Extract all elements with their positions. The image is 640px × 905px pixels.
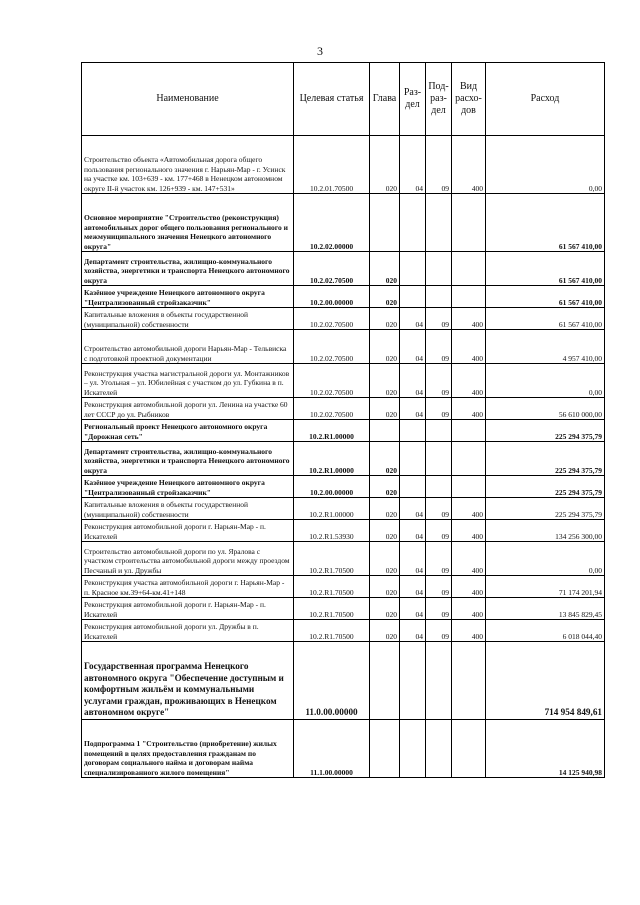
cell-amount: 714 954 849,61 xyxy=(486,642,605,720)
table-row xyxy=(82,520,605,542)
header-expense-type: Вид расхо-дов xyxy=(452,63,486,136)
page-number: 3 xyxy=(317,44,323,58)
cell-subsection: 09 xyxy=(426,330,452,364)
cell-name: Реконструкция автомобильной дороги ул. Дружбы в п. Искателей xyxy=(82,620,294,642)
header-amount: Расход xyxy=(486,63,605,136)
cell-chapter: 020 xyxy=(370,542,400,576)
cell-chapter: 020 xyxy=(370,136,400,194)
cell-expense-type: 400 xyxy=(452,136,486,194)
cell-target: 10.2.R1.00000 xyxy=(294,498,370,520)
cell-subsection: 09 xyxy=(426,598,452,620)
cell-expense-type xyxy=(452,252,486,286)
cell-amount: 0,00 xyxy=(486,136,605,194)
table-row xyxy=(82,252,605,286)
table-row xyxy=(82,308,605,330)
cell-chapter: 020 xyxy=(370,330,400,364)
cell-amount: 71 174 201,94 xyxy=(486,576,605,598)
cell-section xyxy=(400,286,426,308)
cell-section: 04 xyxy=(400,308,426,330)
cell-name: Реконструкция автомобильной дороги г. Нарьян-Мар - п. Искателей xyxy=(82,598,294,620)
cell-expense-type xyxy=(452,194,486,252)
cell-subsection: 09 xyxy=(426,620,452,642)
cell-amount: 225 294 375,79 xyxy=(486,498,605,520)
table-row xyxy=(82,136,605,194)
cell-expense-type: 400 xyxy=(452,620,486,642)
cell-section: 04 xyxy=(400,576,426,598)
cell-expense-type: 400 xyxy=(452,398,486,420)
cell-expense-type xyxy=(452,286,486,308)
table-row xyxy=(82,330,605,364)
table-row xyxy=(82,420,605,442)
table-row xyxy=(82,476,605,498)
cell-chapter: 020 xyxy=(370,286,400,308)
cell-expense-type xyxy=(452,720,486,778)
cell-target: 11.0.00.00000 xyxy=(294,642,370,720)
cell-subsection xyxy=(426,252,452,286)
cell-subsection xyxy=(426,642,452,720)
cell-expense-type: 400 xyxy=(452,542,486,576)
cell-name: Казённое учреждение Ненецкого автономного округа "Централизованный стройзаказчик" xyxy=(82,476,294,498)
cell-target: 10.2.R1.00000 xyxy=(294,420,370,442)
cell-chapter: 020 xyxy=(370,520,400,542)
cell-subsection xyxy=(426,476,452,498)
header-row xyxy=(82,63,605,136)
cell-name: Строительство автомобильной дороги по ул. Яралова с участком строительства автомобильной дороги между проездом Песчаный и ул. Дружбы xyxy=(82,542,294,576)
table-row xyxy=(82,364,605,398)
cell-subsection xyxy=(426,442,452,476)
cell-target: 10.2.R1.53930 xyxy=(294,520,370,542)
cell-target: 10.2.R1.70500 xyxy=(294,576,370,598)
cell-section xyxy=(400,442,426,476)
cell-section: 04 xyxy=(400,398,426,420)
cell-target: 11.1.00.00000 xyxy=(294,720,370,778)
table-row xyxy=(82,398,605,420)
cell-name: Казённое учреждение Ненецкого автономного округа "Централизованный стройзаказчик" xyxy=(82,286,294,308)
cell-section xyxy=(400,194,426,252)
cell-target: 10.2.R1.00000 xyxy=(294,442,370,476)
cell-name: Государственная программа Ненецкого автономного округа "Обеспечение доступным и комфортным жильём и коммунальными услугами граждан, проживающих в Ненецком автономном округе" xyxy=(82,642,294,720)
cell-target: 10.2.02.70500 xyxy=(294,252,370,286)
cell-chapter: 020 xyxy=(370,252,400,286)
table-body xyxy=(82,136,605,778)
cell-amount: 56 610 000,00 xyxy=(486,398,605,420)
cell-name: Реконструкция участка автомобильной дороги г. Нарьян-Мар - п. Красное км.39+64-км.41+148 xyxy=(82,576,294,598)
cell-expense-type: 400 xyxy=(452,498,486,520)
cell-expense-type xyxy=(452,442,486,476)
cell-amount: 134 256 300,00 xyxy=(486,520,605,542)
cell-name: Капитальные вложения в объекты государственной (муниципальной) собственности xyxy=(82,308,294,330)
header-chapter: Глава xyxy=(370,63,400,136)
cell-target: 10.2.02.70500 xyxy=(294,308,370,330)
cell-target: 10.2.R1.70500 xyxy=(294,542,370,576)
cell-section: 04 xyxy=(400,620,426,642)
cell-target: 10.2.02.70500 xyxy=(294,398,370,420)
table-row xyxy=(82,720,605,778)
cell-subsection: 09 xyxy=(426,542,452,576)
header-section: Раз-дел xyxy=(400,63,426,136)
table-row xyxy=(82,498,605,520)
table-row xyxy=(82,620,605,642)
cell-subsection: 09 xyxy=(426,136,452,194)
cell-amount: 225 294 375,79 xyxy=(486,442,605,476)
cell-section: 04 xyxy=(400,364,426,398)
table-row xyxy=(82,542,605,576)
cell-target: 10.2.02.70500 xyxy=(294,364,370,398)
table-row xyxy=(82,598,605,620)
cell-name: Строительство автомобильной дороги Нарьян-Мар - Тельвиска с подготовкой проектной документации xyxy=(82,330,294,364)
cell-chapter xyxy=(370,420,400,442)
cell-expense-type: 400 xyxy=(452,598,486,620)
cell-subsection xyxy=(426,286,452,308)
header-subsection: Под-раз-дел xyxy=(426,63,452,136)
cell-section: 04 xyxy=(400,136,426,194)
cell-chapter: 020 xyxy=(370,398,400,420)
cell-expense-type: 400 xyxy=(452,520,486,542)
table-row xyxy=(82,194,605,252)
cell-chapter: 020 xyxy=(370,498,400,520)
cell-name: Строительство объекта «Автомобильная дорога общего пользования регионального значения г. Нарьян-Мар - г. Усинск на участке км. 103+639 - км. 177+468 в Ненецком автономном округе II-й участок км. 126+939 - км. 147+531» xyxy=(82,136,294,194)
cell-target: 10.2.01.70500 xyxy=(294,136,370,194)
cell-name: Региональный проект Ненецкого автономного округа "Дорожная сеть" xyxy=(82,420,294,442)
cell-chapter: 020 xyxy=(370,442,400,476)
cell-subsection xyxy=(426,420,452,442)
cell-amount: 225 294 375,79 xyxy=(486,420,605,442)
cell-amount: 0,00 xyxy=(486,364,605,398)
cell-section xyxy=(400,252,426,286)
cell-expense-type: 400 xyxy=(452,308,486,330)
cell-chapter: 020 xyxy=(370,476,400,498)
cell-amount: 61 567 410,00 xyxy=(486,252,605,286)
cell-amount: 13 845 829,45 xyxy=(486,598,605,620)
cell-subsection: 09 xyxy=(426,308,452,330)
cell-name: Департамент строительства, жилищно-коммунального хозяйства, энергетики и транспорта Ненецкого автономного округа xyxy=(82,252,294,286)
cell-chapter: 020 xyxy=(370,364,400,398)
cell-subsection: 09 xyxy=(426,576,452,598)
cell-section: 04 xyxy=(400,330,426,364)
cell-chapter: 020 xyxy=(370,576,400,598)
cell-amount: 61 567 410,00 xyxy=(486,194,605,252)
cell-expense-type: 400 xyxy=(452,330,486,364)
table-row xyxy=(82,642,605,720)
cell-name: Реконструкция автомобильной дороги ул. Ленина на участке 60 лет СССР до ул. Рыбников xyxy=(82,398,294,420)
cell-subsection: 09 xyxy=(426,498,452,520)
cell-expense-type: 400 xyxy=(452,364,486,398)
cell-section: 04 xyxy=(400,498,426,520)
cell-chapter: 020 xyxy=(370,598,400,620)
cell-target: 10.2.R1.70500 xyxy=(294,620,370,642)
header-target: Целевая статья xyxy=(294,63,370,136)
table-row xyxy=(82,442,605,476)
cell-name: Подпрограмма 1 "Строительство (приобретение) жилых помещений в целях предоставления гражданам по договорам социального найма и договорам найма специализированного жилого помещения" xyxy=(82,720,294,778)
cell-expense-type xyxy=(452,476,486,498)
cell-subsection: 09 xyxy=(426,364,452,398)
cell-expense-type xyxy=(452,420,486,442)
cell-name: Реконструкция участка магистральной дороги ул. Монтажников – ул. Угольная – ул. Юбилейная с участком до ул. Губкина в п. Искателей xyxy=(82,364,294,398)
cell-expense-type: 400 xyxy=(452,576,486,598)
cell-chapter xyxy=(370,720,400,778)
cell-section xyxy=(400,642,426,720)
cell-name: Основное мероприятие "Строительство (реконструкция) автомобильных дорог общего пользования регионального и межмуниципального значения Ненецкого автономного округа" xyxy=(82,194,294,252)
cell-subsection xyxy=(426,720,452,778)
cell-target: 10.2.00.00000 xyxy=(294,476,370,498)
cell-chapter: 020 xyxy=(370,620,400,642)
cell-chapter xyxy=(370,642,400,720)
cell-chapter xyxy=(370,194,400,252)
cell-target: 10.2.02.70500 xyxy=(294,330,370,364)
cell-name: Реконструкция автомобильной дороги г. Нарьян-Мар - п. Искателей xyxy=(82,520,294,542)
cell-amount: 14 125 940,98 xyxy=(486,720,605,778)
cell-amount: 4 957 410,00 xyxy=(486,330,605,364)
cell-section: 04 xyxy=(400,542,426,576)
cell-section xyxy=(400,720,426,778)
cell-section: 04 xyxy=(400,520,426,542)
cell-chapter: 020 xyxy=(370,308,400,330)
cell-amount: 61 567 410,00 xyxy=(486,308,605,330)
cell-subsection xyxy=(426,194,452,252)
cell-subsection: 09 xyxy=(426,398,452,420)
cell-subsection: 09 xyxy=(426,520,452,542)
cell-name: Департамент строительства, жилищно-коммунального хозяйства, энергетики и транспорта Ненецкого автономного округа xyxy=(82,442,294,476)
cell-name: Капитальные вложения в объекты государственной (муниципальной) собственности xyxy=(82,498,294,520)
table-row xyxy=(82,576,605,598)
cell-amount: 6 018 044,40 xyxy=(486,620,605,642)
budget-table xyxy=(81,62,605,778)
table-row xyxy=(82,286,605,308)
cell-section: 04 xyxy=(400,598,426,620)
cell-target: 10.2.00.00000 xyxy=(294,286,370,308)
cell-amount: 225 294 375,79 xyxy=(486,476,605,498)
cell-target: 10.2.R1.70500 xyxy=(294,598,370,620)
header-name: Наименование xyxy=(82,63,294,136)
cell-target: 10.2.02.00000 xyxy=(294,194,370,252)
cell-amount: 0,00 xyxy=(486,542,605,576)
cell-section xyxy=(400,420,426,442)
cell-amount: 61 567 410,00 xyxy=(486,286,605,308)
cell-expense-type xyxy=(452,642,486,720)
cell-section xyxy=(400,476,426,498)
